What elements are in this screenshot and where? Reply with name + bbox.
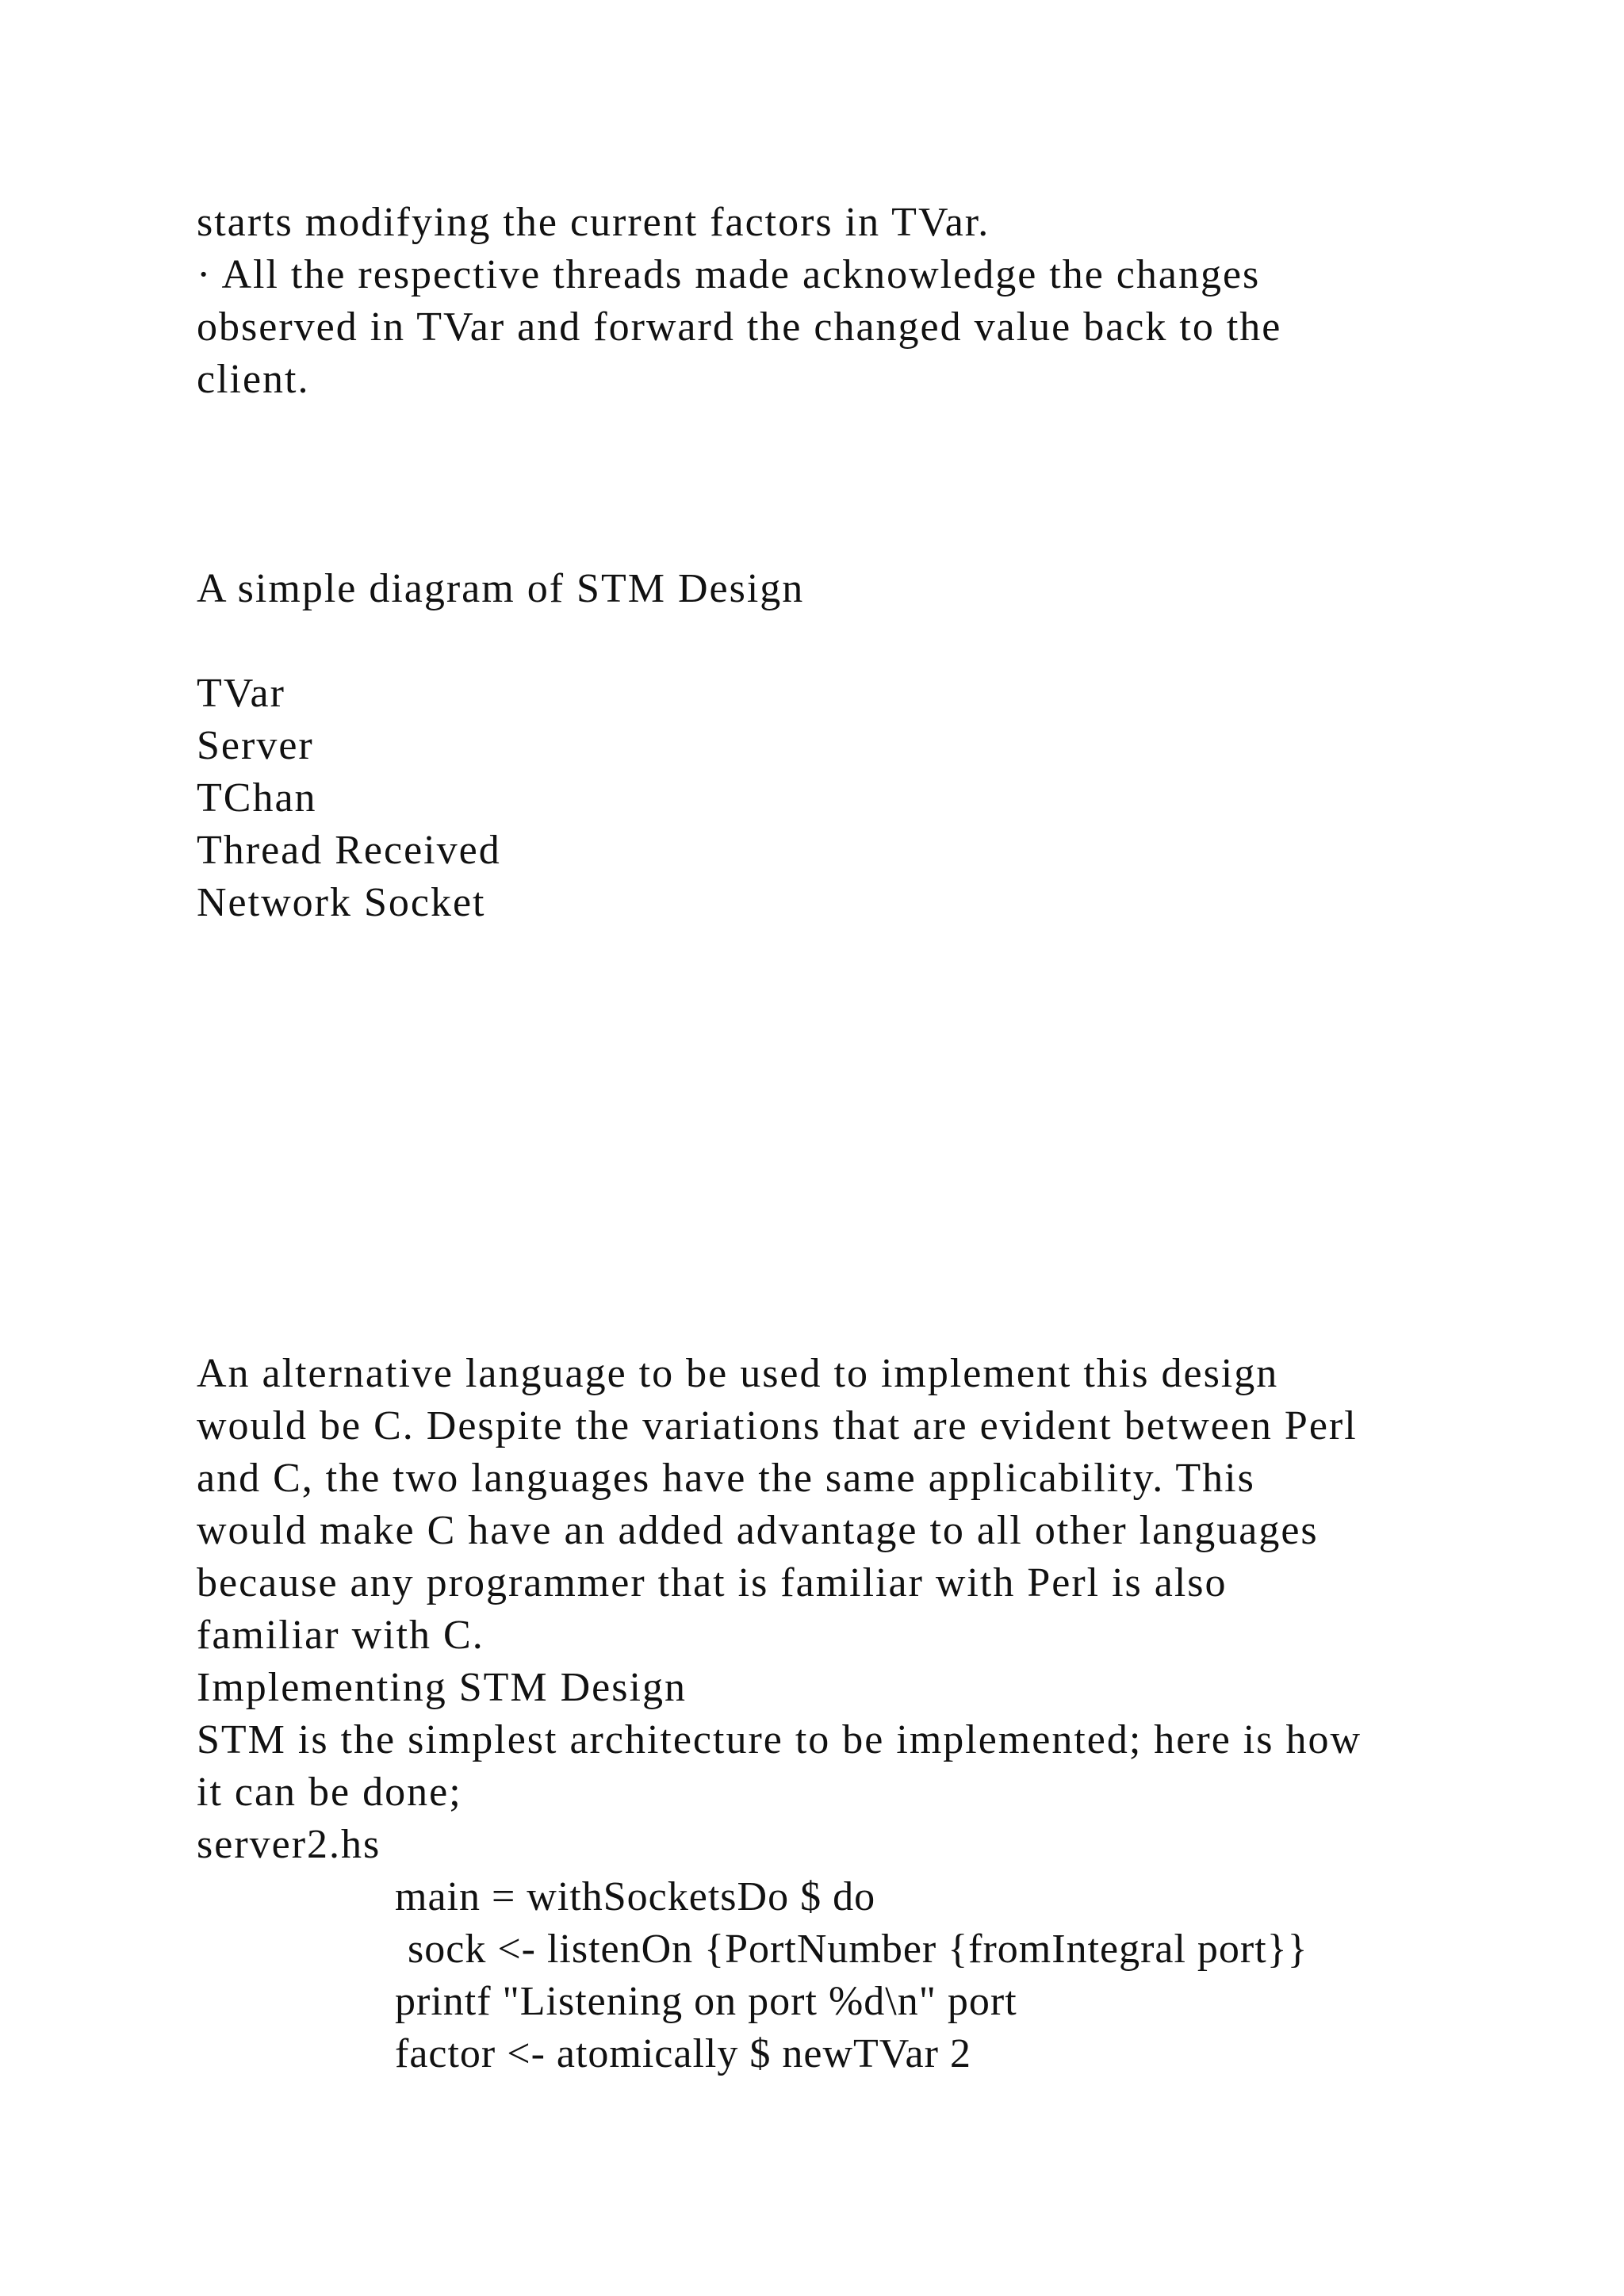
section-heading: Implementing STM Design — [197, 1665, 687, 1710]
diagram-label-network-socket: Network Socket — [197, 880, 486, 925]
paragraph-line-6: familiar with C. — [197, 1613, 485, 1658]
paragraph-line-2: would be C. Despite the variations that are evident between Perl — [197, 1403, 1358, 1448]
intro-line-3: observed in TVar and forward the changed value back to the — [197, 304, 1282, 350]
paragraph-line-5: because any programmer that is familiar with Perl is also — [197, 1560, 1228, 1605]
paragraph-line-4: would make C have an added advantage to all other languages — [197, 1508, 1319, 1553]
code-filename: server2.hs — [197, 1822, 381, 1867]
paragraph-line-3: and C, the two languages have the same applicability. This — [197, 1456, 1255, 1501]
diagram-label-tchan: TChan — [197, 775, 317, 821]
code-line-3: printf "Listening on port %d\n" port — [395, 1979, 1017, 2024]
diagram-label-server: Server — [197, 723, 314, 768]
intro-line-2: · All the respective threads made acknowledge the changes — [197, 252, 1261, 297]
diagram-label-thread-received: Thread Received — [197, 828, 501, 873]
code-line-2: sock <- listenOn {PortNumber {fromIntegral port}} — [408, 1927, 1308, 1972]
impl-line-2: it can be done; — [197, 1770, 462, 1815]
impl-line-1: STM is the simplest architecture to be implemented; here is how — [197, 1717, 1362, 1762]
paragraph-line-1: An alternative language to be used to implement this design — [197, 1351, 1279, 1396]
diagram-caption: A simple diagram of STM Design — [197, 566, 805, 611]
code-line-1: main = withSocketsDo $ do — [395, 1874, 876, 1919]
intro-line-4: client. — [197, 357, 310, 402]
diagram-label-tvar: TVar — [197, 671, 285, 716]
code-line-4: factor <- atomically $ newTVar 2 — [395, 2031, 971, 2076]
intro-line-1: starts modifying the current factors in TVar. — [197, 200, 990, 245]
